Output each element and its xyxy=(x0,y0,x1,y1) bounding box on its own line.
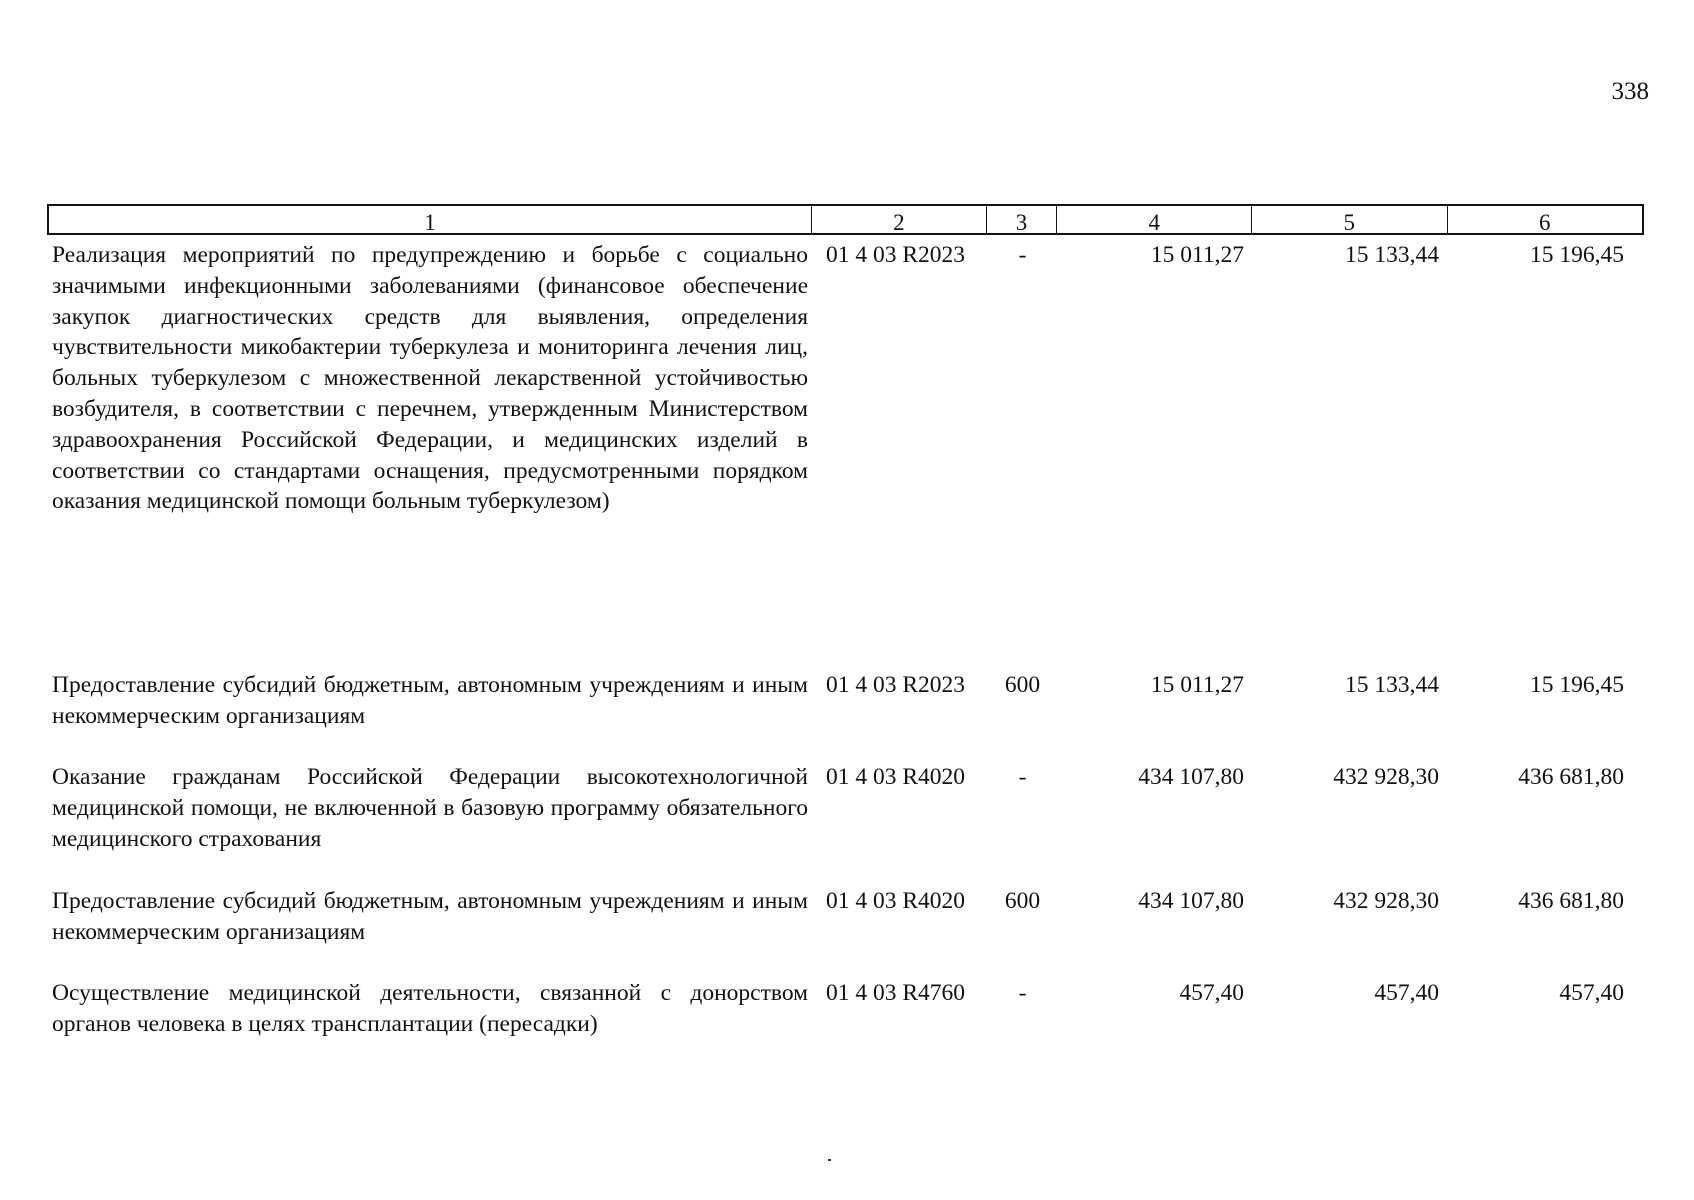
row-type: - xyxy=(1018,980,1027,1006)
row-type: 600 xyxy=(1004,672,1041,698)
row-value-4: 434 107,80 xyxy=(1138,888,1244,914)
row-description: Предоставление субсидий бюджетным, автономным учреждениям и иным некоммерческим организациям xyxy=(52,672,808,729)
row-value-6: 457,40 xyxy=(1559,980,1624,1006)
row-code: 01 4 03 R2023 xyxy=(826,672,966,698)
row-code: 01 4 03 R2023 xyxy=(826,242,966,268)
row-type: - xyxy=(1018,764,1027,790)
row-value-4: 15 011,27 xyxy=(1150,242,1244,268)
header-col-3: 3 xyxy=(987,206,1058,233)
row-value-6: 436 681,80 xyxy=(1518,764,1624,790)
row-type: 600 xyxy=(1004,888,1041,914)
row-code: 01 4 03 R4020 xyxy=(826,888,966,914)
row-value-5: 15 133,44 xyxy=(1345,242,1439,268)
page-number: 338 xyxy=(1611,78,1649,105)
row-value-5: 15 133,44 xyxy=(1345,672,1439,698)
row-description: Реализация мероприятий по предупреждению и борьбе с социально значимыми инфекционными заболеваниями (финансовое обеспечение закупок диагностических средств для выявления, определения чувствительности микобактерии туберкулеза и мониторинга лечения лиц, больных туберкулезом с множественной лекарственной устойчивостью возбудителя, в соответствии с перечнем, утвержденным Министерством здравоохранения Российской Федерации, и медицинских изделий в соответствии со стандартами оснащения, предусмотренными порядком оказания медицинской помощи больным туберкулезом) xyxy=(52,242,808,515)
row-value-4: 434 107,80 xyxy=(1138,764,1244,790)
header-col-5: 5 xyxy=(1252,206,1448,233)
row-value-4: 15 011,27 xyxy=(1150,672,1244,698)
row-value-5: 432 928,30 xyxy=(1333,764,1439,790)
row-value-4: 457,40 xyxy=(1179,980,1244,1006)
row-value-5: 432 928,30 xyxy=(1333,888,1439,914)
row-type: - xyxy=(1018,242,1027,268)
table-header xyxy=(47,204,1644,235)
row-value-6: 15 196,45 xyxy=(1530,672,1624,698)
header-col-2: 2 xyxy=(812,206,987,233)
row-value-6: 436 681,80 xyxy=(1518,888,1624,914)
header-col-1: 1 xyxy=(49,206,812,233)
header-col-6: 6 xyxy=(1539,210,1551,235)
row-value-5: 457,40 xyxy=(1374,980,1439,1006)
row-value-6: 15 196,45 xyxy=(1530,242,1624,268)
header-col-4: 4 xyxy=(1057,206,1252,233)
row-code: 01 4 03 R4020 xyxy=(826,764,966,790)
scan-speck xyxy=(828,1159,831,1161)
row-description: Предоставление субсидий бюджетным, автономным учреждениям и иным некоммерческим организациям xyxy=(52,888,808,945)
row-code: 01 4 03 R4760 xyxy=(826,980,966,1006)
row-description: Оказание гражданам Российской Федерации высокотехнологичной медицинской помощи, не включенной в базовую программу обязательного медицинского страхования xyxy=(52,764,808,852)
row-description: Осуществление медицинской деятельности, связанной с донорством органов человека в целях трансплантации (пересадки) xyxy=(52,980,808,1037)
